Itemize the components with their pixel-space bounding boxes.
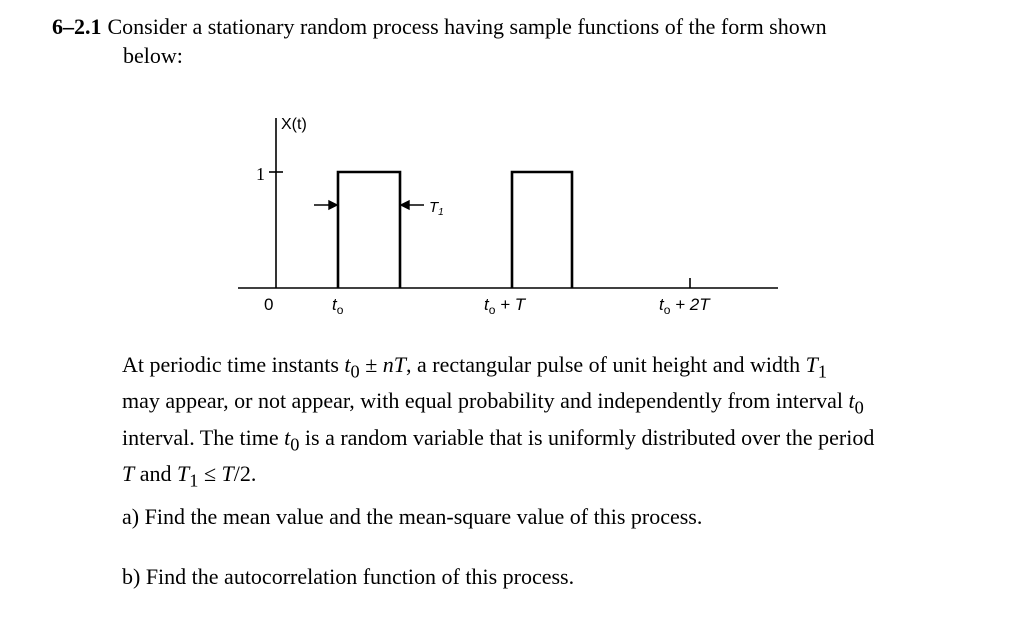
x-label-t0-main: t xyxy=(332,295,337,314)
math-sub: 1 xyxy=(189,470,199,491)
origin-label: 0 xyxy=(264,295,274,314)
arrow-left-head xyxy=(329,201,337,209)
text-span: may appear, or not appear, with equal probability and independently from interval xyxy=(122,388,849,414)
problem-number: 6–2.1 xyxy=(52,14,102,39)
math-nT: nT xyxy=(382,352,407,377)
text-span: interval. The time xyxy=(122,424,285,450)
description-line-3 xyxy=(122,423,1002,459)
problem-statement-continued: below: xyxy=(123,43,183,68)
math-T: T xyxy=(122,461,135,487)
math-t0: t xyxy=(284,424,291,450)
x-label-t0T-main: t xyxy=(484,295,489,314)
pulse-width-T: T xyxy=(429,199,439,216)
description-line-1 xyxy=(122,350,1002,386)
y-axis-label: X(t) xyxy=(281,116,307,133)
pulse-width-arrows xyxy=(314,201,424,209)
math-sub: 1 xyxy=(817,361,828,382)
problem-description xyxy=(122,350,1002,496)
pulse-2 xyxy=(512,172,572,288)
x-label-t02T-rest: + 2T xyxy=(670,295,710,314)
x-label-t0-plus-2T xyxy=(659,295,711,317)
x-label-t0-plus-T xyxy=(484,295,527,317)
math-leq: ≤ xyxy=(198,461,222,487)
x-label-t0T-rest: + T xyxy=(495,295,526,314)
math-t0: t xyxy=(344,352,351,377)
text-span: is a random variable that is uniformly distributed over the period xyxy=(299,424,875,450)
pulse-width-sub: 1 xyxy=(438,207,444,218)
math-pm: ± xyxy=(359,352,383,377)
math-T1: T xyxy=(177,461,190,487)
arrow-right-head xyxy=(401,201,409,209)
pulse-width-label xyxy=(429,199,444,218)
text-span: At periodic time instants xyxy=(122,352,345,377)
text-span: /2. xyxy=(233,461,257,487)
x-label-t0 xyxy=(332,295,344,317)
x-label-t0-sub: o xyxy=(336,303,344,317)
text-span: , a rectangular pulse of unit height and width xyxy=(406,352,806,377)
question-part-a: a) Find the mean value and the mean-square value of this process. xyxy=(122,504,703,529)
math-sub: 0 xyxy=(854,397,864,418)
y-tick-label: 1 xyxy=(256,164,265,184)
description-line-2 xyxy=(122,386,1002,422)
x-label-t0T-sub: o xyxy=(488,303,496,317)
math-T1: T xyxy=(805,352,818,377)
description-line-4 xyxy=(122,459,1002,495)
text-span: and xyxy=(134,461,178,487)
math-sub: 0 xyxy=(350,361,360,382)
x-label-t02T-sub: o xyxy=(663,303,671,317)
math-sub: 0 xyxy=(290,434,300,455)
pulse-1 xyxy=(338,172,400,288)
math-t0: t xyxy=(848,388,855,414)
x-label-t02T-main: t xyxy=(659,295,664,314)
question-part-b: b) Find the autocorrelation function of this process. xyxy=(122,564,575,589)
math-T: T xyxy=(221,461,234,487)
problem-statement: Consider a stationary random process having sample functions of the form shown xyxy=(107,14,827,39)
